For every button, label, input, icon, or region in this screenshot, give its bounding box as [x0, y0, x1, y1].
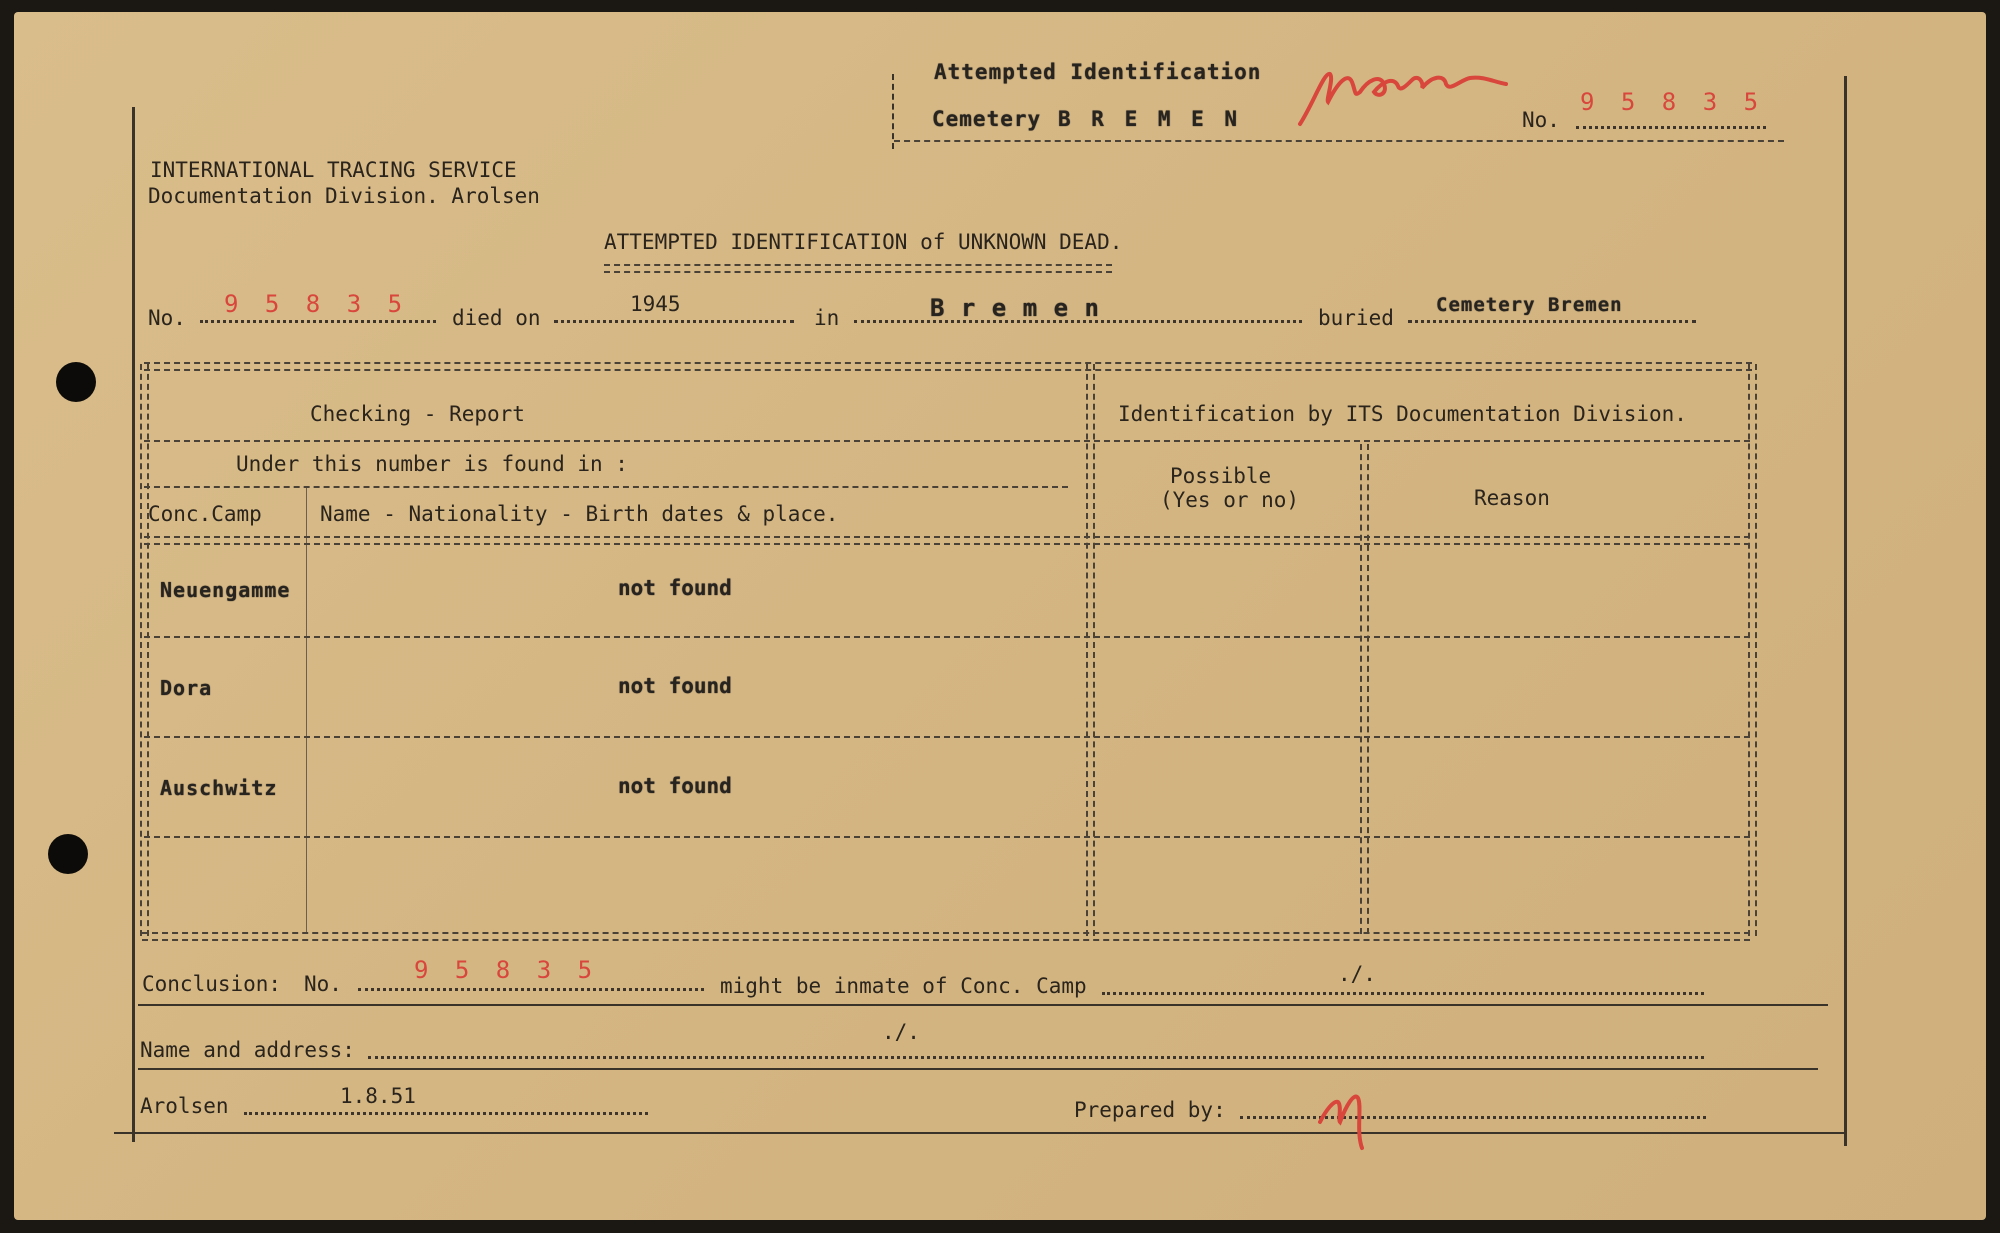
- row-2-result: not found: [618, 674, 732, 698]
- conclusion-rule: [138, 1004, 1828, 1006]
- name-address-label: Name and address:: [140, 1038, 355, 1062]
- handwritten-initial-mark: [1314, 1062, 1374, 1152]
- footer-date: 1.8.51: [340, 1084, 416, 1108]
- stamp-line-2: Cemetery: [932, 107, 1042, 131]
- conclusion-text: might be inmate of Conc. Camp: [720, 974, 1087, 998]
- form-title: ATTEMPTED IDENTIFICATION of UNKNOWN DEAD.: [604, 230, 1123, 254]
- row-2-camp: Dora: [160, 676, 213, 700]
- table-right-border: [1748, 364, 1757, 936]
- prepared-by-dots: [1240, 1116, 1706, 1119]
- footer-place: Arolsen: [140, 1094, 229, 1118]
- row-1-result: not found: [618, 576, 732, 600]
- col-name-header: Name - Nationality - Birth dates & place.: [320, 502, 839, 526]
- buried-value: Cemetery Bremen: [1436, 294, 1623, 316]
- col-possible-header-2: (Yes or no): [1160, 488, 1300, 512]
- index-card: [14, 12, 1986, 1220]
- title-underline: [604, 264, 1112, 273]
- col-possible-header-1: Possible: [1170, 464, 1272, 488]
- buried-label: buried: [1318, 306, 1394, 330]
- conclusion-camp-value: ./.: [1338, 962, 1376, 986]
- conclusion-no-dots: [358, 988, 704, 991]
- org-line-1: INTERNATIONAL TRACING SERVICE: [150, 158, 517, 182]
- top-number-value: 9 5 8 3 5: [1580, 88, 1765, 116]
- in-value: B r e m e n: [930, 294, 1100, 322]
- record-no-value: 9 5 8 3 5: [224, 290, 409, 318]
- row-1-rule: [144, 636, 1750, 638]
- table-top-border: [144, 362, 1752, 371]
- conclusion-no-value: 9 5 8 3 5: [414, 956, 599, 984]
- table-mid-divider: [1086, 364, 1095, 936]
- row-2-rule: [144, 736, 1750, 738]
- table-possible-divider: [1360, 444, 1369, 934]
- conclusion-camp-dots: [1102, 992, 1704, 995]
- record-no-dots: [200, 320, 436, 323]
- frame-bottom: [114, 1132, 1844, 1134]
- conclusion-no-label: No.: [304, 972, 342, 996]
- conclusion-label: Conclusion:: [142, 972, 282, 996]
- prepared-by-label: Prepared by:: [1074, 1098, 1226, 1122]
- table-left-border: [140, 364, 149, 936]
- died-value: 1945: [630, 292, 681, 316]
- punch-hole-top: [56, 362, 96, 402]
- found-in-label: Under this number is found in :: [236, 452, 628, 476]
- row-3-rule: [144, 836, 1750, 838]
- row-3-camp: Auschwitz: [160, 776, 278, 800]
- punch-hole-bottom: [48, 834, 88, 874]
- found-in-rule: [144, 486, 1068, 488]
- name-address-dots: [368, 1056, 1704, 1059]
- stamp-box-bottom: [894, 140, 1784, 142]
- org-line-2: Documentation Division. Arolsen: [148, 184, 540, 208]
- row-3-result: not found: [618, 774, 732, 798]
- name-address-rule: [138, 1068, 1818, 1070]
- in-label: in: [814, 306, 840, 330]
- row-1-camp: Neuengamme: [160, 578, 291, 602]
- name-address-value: ./.: [882, 1020, 920, 1044]
- table-bottom-border: [142, 932, 1750, 941]
- table-camp-divider: [306, 486, 307, 932]
- top-number-label: No.: [1522, 108, 1560, 132]
- frame-left: [132, 107, 135, 1142]
- died-dots: [554, 320, 794, 323]
- header-rule: [144, 440, 1750, 442]
- footer-date-dots: [244, 1112, 648, 1115]
- stamp-box-left: [892, 74, 894, 149]
- identification-header: Identification by ITS Documentation Division.: [1118, 402, 1687, 426]
- handwritten-none-mark: [1294, 52, 1524, 132]
- frame-right: [1844, 76, 1847, 1146]
- checking-report-header: Checking - Report: [310, 402, 525, 426]
- col-reason-header: Reason: [1474, 486, 1550, 510]
- buried-dots: [1408, 320, 1696, 323]
- column-header-rule: [144, 536, 1750, 545]
- col-camp-header: Conc.Camp: [148, 502, 262, 526]
- died-label: died on: [452, 306, 541, 330]
- stamp-line-1: Attempted Identification: [934, 60, 1262, 84]
- top-number-dots: [1576, 126, 1766, 129]
- record-no-label: No.: [148, 306, 186, 330]
- stamp-city: B R E M E N: [1058, 107, 1242, 131]
